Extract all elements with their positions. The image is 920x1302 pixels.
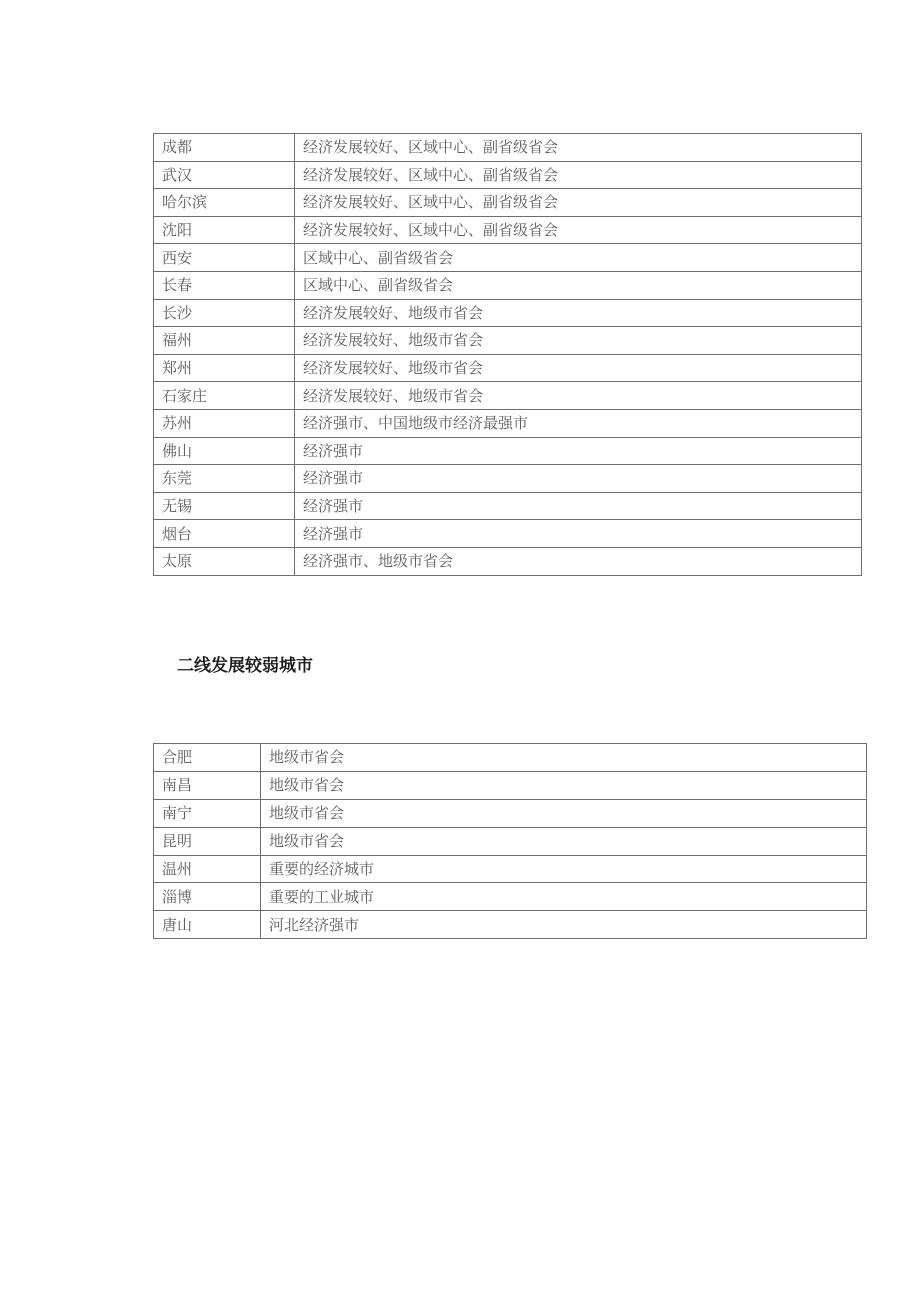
city-cell: 郑州 [154, 354, 295, 382]
table-row [154, 547, 862, 575]
description-cell: 经济发展较好、地级市省会 [295, 299, 862, 327]
table-row [154, 409, 862, 437]
city-cell: 昆明 [154, 827, 261, 855]
city-cell: 成都 [154, 134, 295, 162]
table-row [154, 799, 867, 827]
description-cell: 地级市省会 [261, 771, 867, 799]
table-row [154, 911, 867, 939]
table-row [154, 492, 862, 520]
table-row [154, 189, 862, 217]
table-row [154, 437, 862, 465]
description-cell: 经济发展较好、地级市省会 [295, 327, 862, 355]
description-cell: 地级市省会 [261, 799, 867, 827]
description-cell: 经济发展较好、地级市省会 [295, 382, 862, 410]
city-cell: 福州 [154, 327, 295, 355]
city-cell: 哈尔滨 [154, 189, 295, 217]
city-cell: 东莞 [154, 465, 295, 493]
description-cell: 经济强市、地级市省会 [295, 547, 862, 575]
description-cell: 经济强市、中国地级市经济最强市 [295, 409, 862, 437]
city-table-second-tier-weak [153, 743, 867, 939]
table-row [154, 271, 862, 299]
city-cell: 武汉 [154, 161, 295, 189]
table-row [154, 382, 862, 410]
description-cell: 经济强市 [295, 437, 862, 465]
city-cell: 沈阳 [154, 216, 295, 244]
description-cell: 河北经济强市 [261, 911, 867, 939]
city-cell: 温州 [154, 855, 261, 883]
table-row [154, 299, 862, 327]
city-cell: 合肥 [154, 744, 261, 772]
table-row [154, 244, 862, 272]
table-row [154, 855, 867, 883]
city-cell: 佛山 [154, 437, 295, 465]
table-row [154, 465, 862, 493]
city-cell: 长沙 [154, 299, 295, 327]
city-cell: 淄博 [154, 883, 261, 911]
description-cell: 经济强市 [295, 520, 862, 548]
city-cell: 烟台 [154, 520, 295, 548]
table-row [154, 161, 862, 189]
table-row [154, 354, 862, 382]
table-row [154, 771, 867, 799]
description-cell: 经济发展较好、区域中心、副省级省会 [295, 161, 862, 189]
description-cell: 重要的经济城市 [261, 855, 867, 883]
description-cell: 经济强市 [295, 492, 862, 520]
table-row [154, 883, 867, 911]
table-row [154, 216, 862, 244]
description-cell: 区域中心、副省级省会 [295, 244, 862, 272]
city-cell: 南宁 [154, 799, 261, 827]
table-row [154, 744, 867, 772]
description-cell: 经济发展较好、区域中心、副省级省会 [295, 134, 862, 162]
table-row [154, 134, 862, 162]
description-cell: 地级市省会 [261, 827, 867, 855]
city-cell: 苏州 [154, 409, 295, 437]
description-cell: 经济强市 [295, 465, 862, 493]
description-cell: 经济发展较好、地级市省会 [295, 354, 862, 382]
description-cell: 经济发展较好、区域中心、副省级省会 [295, 216, 862, 244]
table-row [154, 520, 862, 548]
city-cell: 唐山 [154, 911, 261, 939]
city-cell: 南昌 [154, 771, 261, 799]
table-row [154, 827, 867, 855]
description-cell: 区域中心、副省级省会 [295, 271, 862, 299]
city-cell: 长春 [154, 271, 295, 299]
city-table-first-tier-strong [153, 133, 862, 576]
description-cell: 经济发展较好、区域中心、副省级省会 [295, 189, 862, 217]
description-cell: 地级市省会 [261, 744, 867, 772]
city-cell: 西安 [154, 244, 295, 272]
table-row [154, 327, 862, 355]
city-cell: 石家庄 [154, 382, 295, 410]
description-cell: 重要的工业城市 [261, 883, 867, 911]
city-cell: 无锡 [154, 492, 295, 520]
section-heading-second-tier-weak: 二线发展较弱城市 [177, 656, 313, 676]
city-cell: 太原 [154, 547, 295, 575]
